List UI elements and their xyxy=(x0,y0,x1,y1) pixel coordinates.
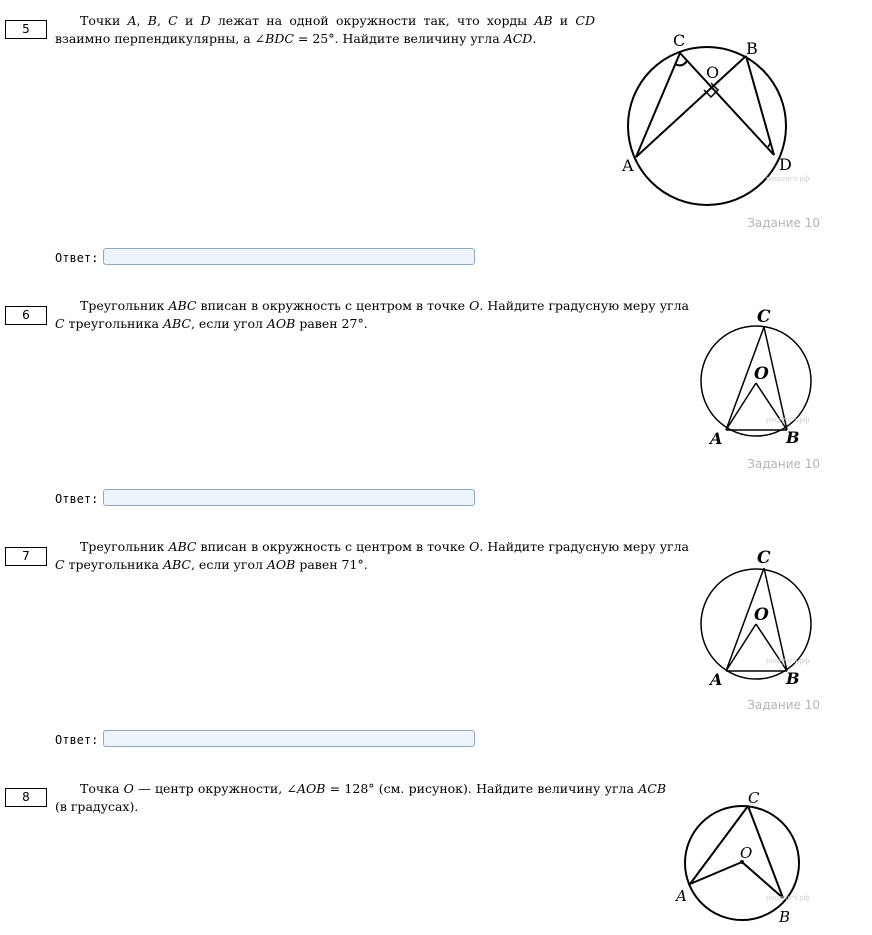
inscribed-triangle-figure xyxy=(700,546,830,691)
angle-mark-d xyxy=(767,140,770,148)
label-a: A xyxy=(710,429,723,448)
task-label: Задание 10 xyxy=(747,216,820,230)
inscribed-triangle-figure xyxy=(700,305,830,450)
label-b: B xyxy=(786,669,800,688)
task-label: Задание 10 xyxy=(747,698,820,712)
answer-input[interactable] xyxy=(103,248,475,265)
answer-label: Ответ: xyxy=(55,251,99,265)
label-o: O xyxy=(754,364,769,384)
problem-text: Точка O — центр окружности, ∠AOB = 128° (см. рисунок). Найдите величину угла ACB (в градусах). xyxy=(55,781,667,814)
label-o: O xyxy=(754,605,769,625)
central-angle-figure xyxy=(672,788,822,933)
label-b: B xyxy=(779,908,791,926)
answer-input[interactable] xyxy=(103,489,475,506)
problem-number: 8 xyxy=(5,788,47,807)
watermark: решуогэ.рф xyxy=(766,657,810,665)
problem-number: 6 xyxy=(5,306,47,325)
task-label: Задание 10 xyxy=(747,457,820,471)
circle-chords-figure xyxy=(620,30,820,210)
label-b: B xyxy=(746,39,758,58)
problem-text: Точки A, B, C и D лежат на одной окружности так, что хорды AB и CD взаимно перпендикулярны, а ∠BDC = 25°. Найдите величину угла ACD. xyxy=(55,13,595,46)
right-angle-mark xyxy=(704,83,718,97)
label-c: C xyxy=(673,31,686,50)
problem-number: 7 xyxy=(5,547,47,566)
answer-label: Ответ: xyxy=(55,733,99,747)
problem-text: Треугольник ABC вписан в окружность с центром в точке O. Найдите градусную меру угла C треугольника ABC, если угол AOB равен 27°. xyxy=(55,298,689,331)
label-c: C xyxy=(748,789,760,807)
watermark: решуогэ.рф xyxy=(766,175,810,183)
answer-label: Ответ: xyxy=(55,492,99,506)
problem-number: 5 xyxy=(5,20,47,39)
label-a: A xyxy=(710,670,723,689)
label-a: A xyxy=(622,156,634,175)
problem-text: Треугольник ABC вписан в окружность с центром в точке O. Найдите градусную меру угла C треугольника ABC, если угол AOB равен 71°. xyxy=(55,539,689,572)
label-o: O xyxy=(740,844,753,862)
label-a: A xyxy=(676,887,687,905)
segment-ca xyxy=(636,53,680,157)
label-c: C xyxy=(757,307,771,327)
watermark: решуогэ.рф xyxy=(766,416,810,424)
label-c: C xyxy=(757,548,771,568)
label-o: O xyxy=(706,63,720,82)
watermark: решуогэ.рф xyxy=(766,894,810,902)
label-b: B xyxy=(786,428,800,447)
answer-input[interactable] xyxy=(103,730,475,747)
label-d: D xyxy=(779,155,792,174)
